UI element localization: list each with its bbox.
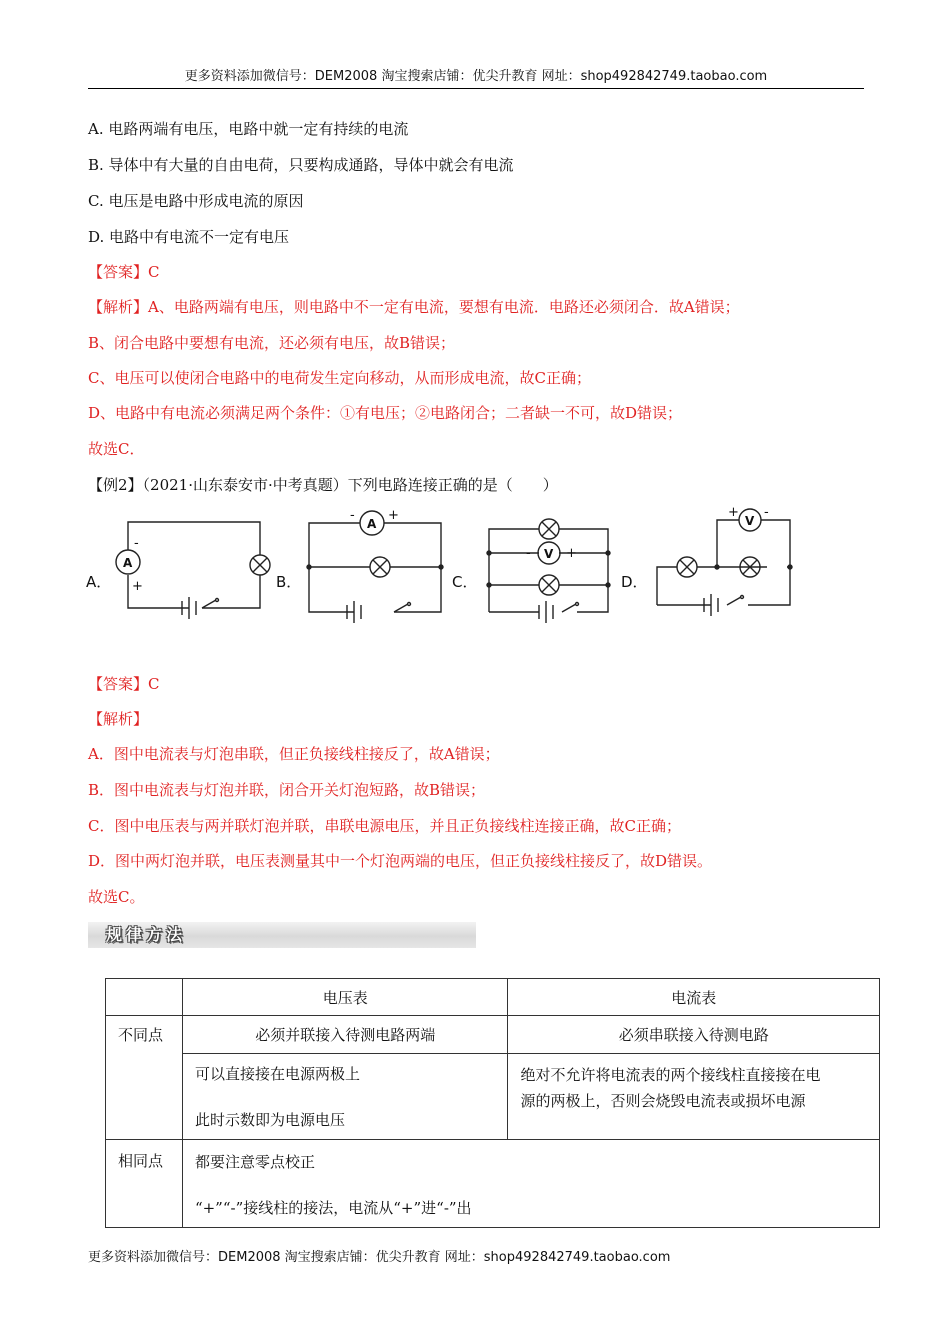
svg-text:-: -: [350, 508, 355, 523]
svg-text:V: V: [544, 547, 554, 561]
example-2-title: 【例2】（2021·山东泰安市·中考真题）下列电路连接正确的是（ ）: [88, 476, 558, 494]
label-d: D．: [621, 573, 648, 591]
table-corner: [106, 979, 183, 1016]
option-c: C. 电压是电路中形成电流的原因: [88, 192, 304, 210]
label-b: B．: [276, 573, 302, 591]
circuit-d: [621, 505, 792, 616]
analysis-1-line: 【解析】A、电路两端有电压，则电路中不一定有电流，要想有电流．电路还必须闭合．故A错误；: [88, 298, 740, 316]
page-footer: 更多资料添加微信号：DEM2008 淘宝搜索店铺：优尖升教育 网址：shop492842749.taobao.com: [88, 1250, 671, 1265]
comparison-table: [105, 978, 880, 1228]
analysis-2-line: A．图中电流表与灯泡串联，但正负接线柱接反了，故A错误；: [88, 745, 500, 763]
page-header: 更多资料添加微信号：DEM2008 淘宝搜索店铺：优尖升教育 网址：shop492842749.taobao.com: [88, 66, 864, 89]
analysis-2-line: C．图中电压表与两并联灯泡并联，串联电源电压，并且正负接线柱连接正确，故C正确；: [88, 817, 681, 835]
svg-text:-: -: [526, 546, 531, 561]
header-ammeter: 电流表: [508, 979, 880, 1016]
circuit-c: [452, 519, 610, 623]
analysis-2-line: D．图中两灯泡并联，电压表测量其中一个灯泡两端的电压，但正负接线柱接反了，故D错误。: [88, 852, 713, 870]
label-c: C．: [452, 573, 478, 591]
same-cell: [182, 1140, 879, 1228]
analysis-2-line: 故选C。: [88, 888, 145, 906]
method-banner-title: 规律方法: [106, 925, 187, 944]
svg-text:V: V: [745, 514, 755, 528]
row-diff-label: 不同点: [106, 1016, 183, 1140]
diff-voltmeter-2b: 此时示数即为电源电压: [194, 1111, 345, 1129]
header-voltmeter: 电压表: [182, 979, 508, 1016]
svg-text:A: A: [123, 556, 133, 570]
svg-text:+: +: [728, 505, 739, 520]
svg-text:-: -: [134, 536, 139, 551]
answer-2: 【答案】C: [88, 675, 160, 693]
svg-text:+: +: [132, 579, 143, 594]
diff-ammeter-2a: 绝对不允许将电流表的两个接线柱直接接在电: [520, 1066, 821, 1084]
diff-ammeter-2b: 源的两极上，否则会烧毁电流表或损坏电源: [520, 1092, 806, 1110]
option-d: D. 电路中有电流不一定有电压: [88, 228, 290, 246]
svg-text:+: +: [388, 508, 399, 523]
label-a: A．: [86, 573, 112, 591]
diff-voltmeter-2a: 可以直接接在电源两极上: [194, 1065, 360, 1083]
analysis-1-line: B、闭合电路中要想有电流，还必须有电压，故B错误；: [88, 334, 456, 352]
diff-ammeter-2: [508, 1054, 880, 1140]
option-a: A. 电路两端有电压，电路中就一定有持续的电流: [88, 120, 409, 138]
analysis-1-line: C、电压可以使闭合电路中的电荷发生定向移动，从而形成电流，故C正确；: [88, 369, 591, 387]
diff-ammeter-1: 必须串联接入待测电路: [508, 1016, 880, 1054]
circuit-a: [86, 522, 270, 619]
circuit-diagrams: [84, 505, 804, 635]
same-line-2: “+”“-”接线柱的接法，电流从“+”进“-”出: [194, 1199, 472, 1217]
answer-1: 【答案】C: [88, 263, 160, 281]
svg-text:-: -: [764, 505, 769, 520]
analysis-2-head: 【解析】: [88, 710, 149, 728]
svg-text:+: +: [566, 546, 577, 561]
diff-voltmeter-1: 必须并联接入待测电路两端: [182, 1016, 508, 1054]
svg-text:A: A: [367, 517, 377, 531]
same-line-1: 都要注意零点校正: [194, 1153, 315, 1171]
row-same-label: 相同点: [106, 1140, 183, 1228]
circuit-b: [276, 508, 443, 623]
analysis-1-line: 故选C．: [88, 440, 145, 458]
option-b: B. 导体中有大量的自由电荷，只要构成通路，导体中就会有电流: [88, 156, 514, 174]
diff-voltmeter-2: [182, 1054, 508, 1140]
analysis-1-line: D、电路中有电流必须满足两个条件：①有电压；②电路闭合；二者缺一不可，故D错误；: [88, 404, 683, 422]
analysis-2-line: B．图中电流表与灯泡并联，闭合开关灯泡短路，故B错误；: [88, 781, 486, 799]
